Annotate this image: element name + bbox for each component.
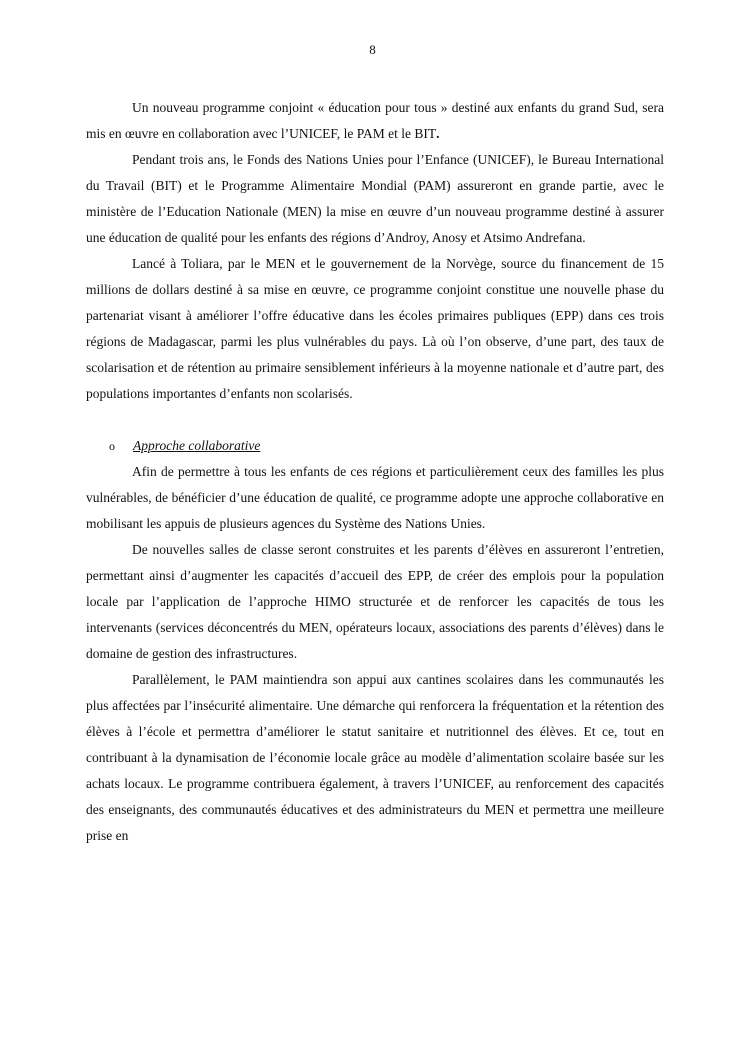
section-title: Approche collaborative	[133, 438, 261, 453]
paragraph-intro-1-period: .	[436, 126, 440, 141]
section-paragraph-1: Afin de permettre à tous les enfants de ces régions et particulièrement ceux des familles les plus vulnérables, de bénéficier d’une éducation de qualité, ce programme adopte une approche collaborative en mobilisant les appuis de plusieurs agences du Système des Nations Unies.	[86, 464, 664, 531]
bullet-circle-icon: o	[109, 439, 115, 453]
paragraph-intro-1-text: Un nouveau programme conjoint « éducation pour tous » destiné aux enfants du grand Sud, sera mis en œuvre en collaboration avec l’UNICEF, le PAM et le BIT	[86, 100, 664, 141]
section-paragraph-3: Parallèlement, le PAM maintiendra son appui aux cantines scolaires dans les communautés les plus affectées par l’insécurité alimentaire. Une démarche qui renforcera la fréquentation et la rétention des élèves à l’école et permettra d’améliorer le statut sanitaire et nutritionnel des élèves. Et ce, tout en contribuant à la dynamisation de l’économie locale grâce au modèle d’alimentation scolaire basée sur les achats locaux. Le programme contribuera également, à travers l’UNICEF, au renforcement des capacités des enseignants, des communautés éducatives et des administrateurs du MEN et permettra une meilleure prise en	[86, 672, 664, 843]
section-paragraph-2: De nouvelles salles de classe seront construites et les parents d’élèves en assureront l’entretien, permettant ainsi d’augmenter les capacités d’accueil des EPP, de créer des emplois pour la population locale par l’application de l’approche HIMO structurée et de renforcer les capacités de tous les intervenants (services déconcentrés du MEN, opérateurs locaux, associations des parents d’élèves) dans le domaine de gestion des infrastructures.	[86, 542, 664, 661]
paragraph-intro-3: Lancé à Toliara, par le MEN et le gouvernement de la Norvège, source du financement de 15 millions de dollars destiné à sa mise en œuvre, ce programme conjoint constitue une nouvelle phase du partenariat visant à améliorer l’offre éducative dans les écoles primaires publiques (EPP) dans ces trois régions de Madagascar, parmi les plus vulnérables du pays. Là où l’on observe, d’une part, des taux de scolarisation et de rétention au primaire sensiblement inférieurs à la moyenne nationale et d’autre part, des populations importantes d’enfants non scolarisés.	[86, 256, 664, 401]
document-body	[86, 95, 664, 849]
paragraph-spacer	[86, 407, 664, 433]
paragraph-intro-1	[86, 95, 664, 147]
section-heading	[86, 433, 664, 459]
paragraph-intro-2: Pendant trois ans, le Fonds des Nations Unies pour l’Enfance (UNICEF), le Bureau International du Travail (BIT) et le Programme Alimentaire Mondial (PAM) assureront en grande partie, avec le ministère de l’Education Nationale (MEN) la mise en œuvre d’un nouveau programme destiné à assurer une éducation de qualité pour les enfants des régions d’Androy, Anosy et Atsimo Andrefana.	[86, 152, 664, 245]
page-number: 8	[369, 42, 376, 57]
